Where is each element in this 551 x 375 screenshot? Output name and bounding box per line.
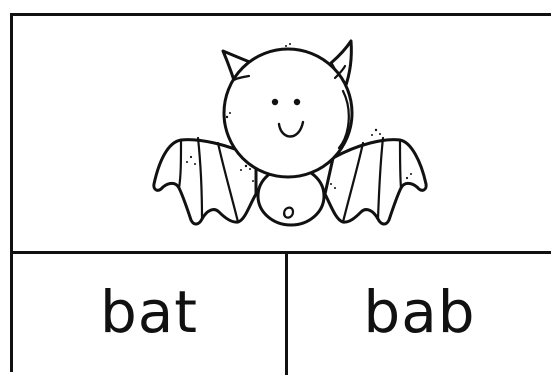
left-eye	[272, 99, 278, 105]
word-card	[10, 13, 551, 372]
choice-word: bab	[363, 277, 476, 346]
choice-option-bab[interactable]	[288, 254, 551, 375]
choice-word: bat	[99, 277, 199, 346]
picture-area	[13, 16, 551, 254]
word-choices	[13, 254, 551, 375]
bat-head	[224, 49, 352, 177]
right-eye	[294, 99, 300, 105]
bat-icon	[13, 16, 551, 254]
choice-option-bat[interactable]	[13, 254, 288, 375]
